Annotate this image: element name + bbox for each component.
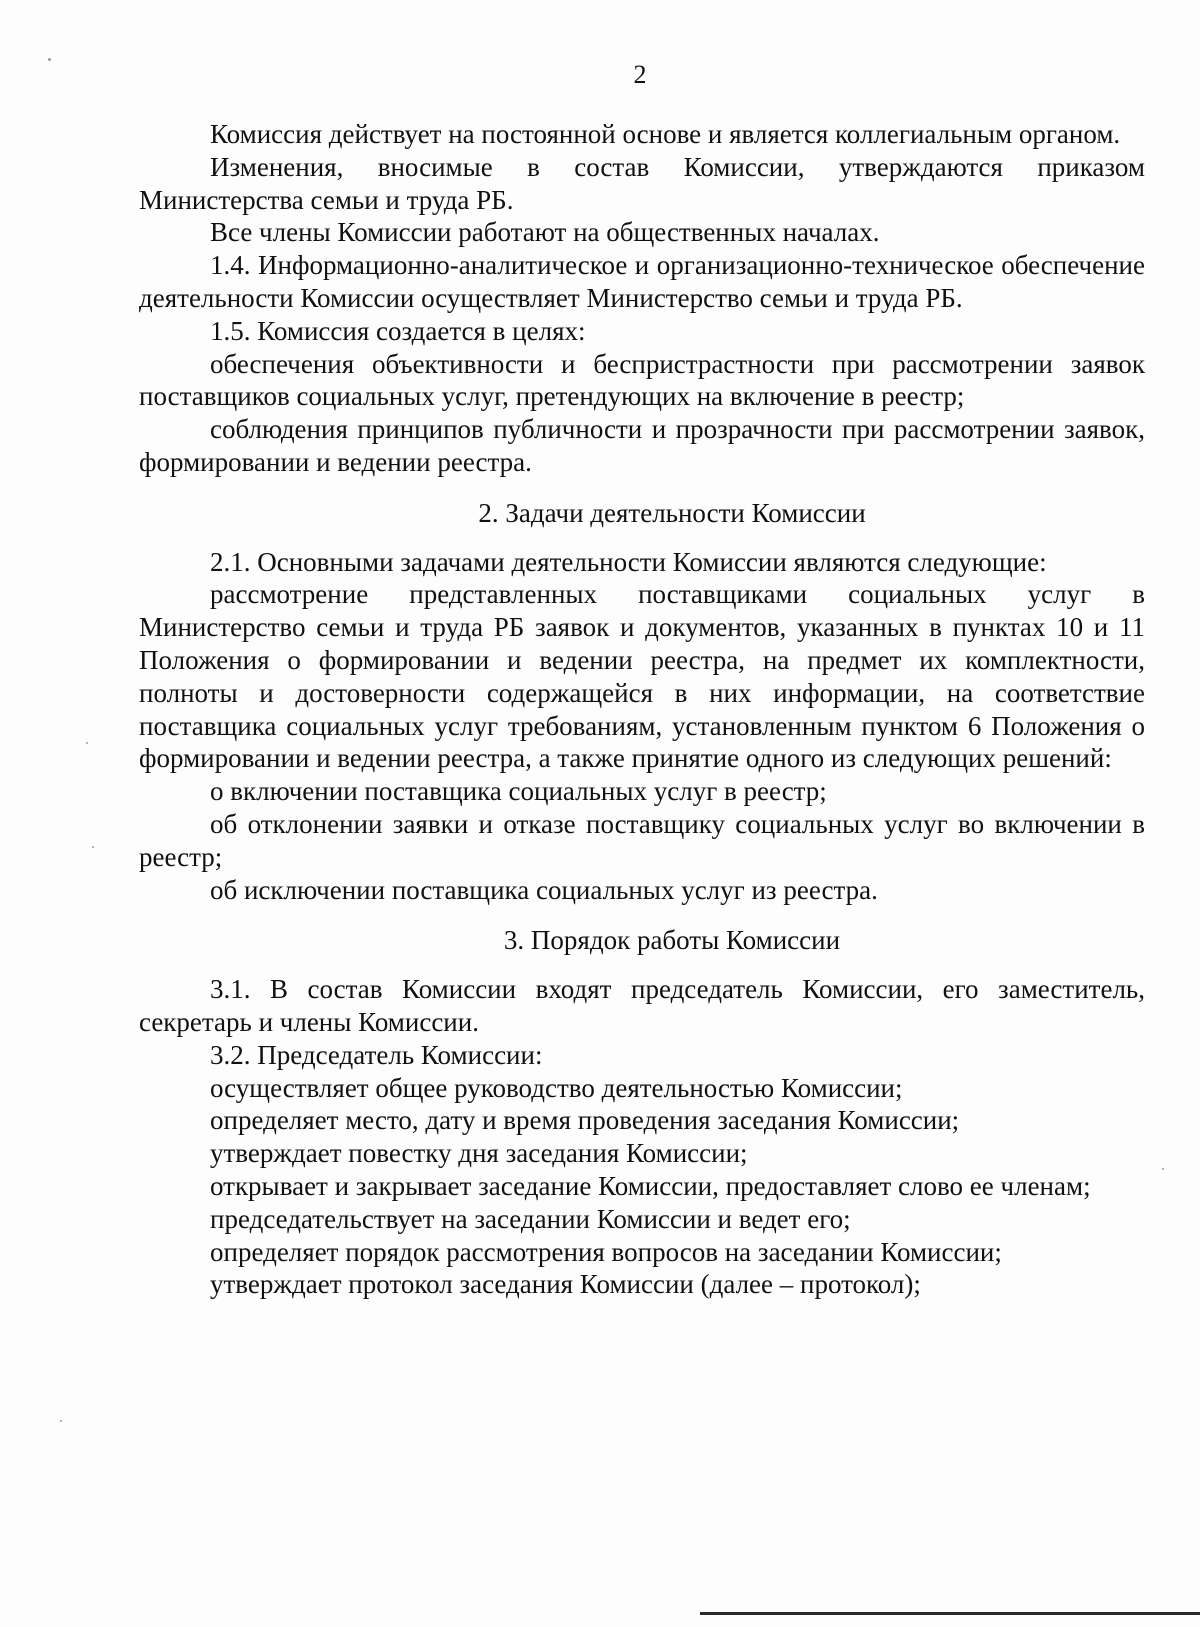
paragraph: обеспечения объективности и беспристрастности при рассмотрении заявок поставщиков социальных услуг, претендующих на включение в реестр; <box>139 348 1145 412</box>
section-heading: 2. Задачи деятельности Комиссии <box>478 497 866 528</box>
scan-speck <box>86 742 88 744</box>
paragraph: утверждает повестку дня заседания Комиссии; <box>210 1138 748 1169</box>
paragraph: об исключении поставщика социальных услуг из реестра. <box>210 874 878 905</box>
paragraph: соблюдения принципов публичности и прозрачности при рассмотрении заявок, формировании и ведении реестра. <box>139 414 1145 477</box>
paragraph: осуществляет общее руководство деятельностью Комиссии; <box>210 1072 903 1103</box>
paragraph: открывает и закрывает заседание Комиссии, предоставляет слово ее членам; <box>210 1170 1091 1201</box>
paragraph: о включении поставщика социальных услуг в реестр; <box>210 776 827 807</box>
paragraph: 1.5. Комиссия создается в целях: <box>210 315 586 346</box>
paragraph: Комиссия действует на постоянной основе и является коллегиальным органом. <box>210 119 1121 149</box>
paragraph: об отклонении заявки и отказе поставщику социальных услуг во включении в реестр; <box>139 808 1145 872</box>
paragraph: 1.4. Информационно-аналитическое и организационно-техническое обеспечение деятельности Комиссии осуществляет Министерство семьи и труда РБ. <box>139 250 1145 313</box>
paragraph: 3.1. В состав Комиссии входят председатель Комиссии, его заместитель, секретарь и члены Комиссии. <box>139 974 1145 1037</box>
scan-speck <box>60 1420 62 1422</box>
paragraph: Изменения, вносимые в состав Комиссии, утверждаются приказом Министерства семьи и труда РБ. <box>139 151 1145 215</box>
paragraph: председательствует на заседании Комиссии и ведет его; <box>210 1203 851 1234</box>
scan-speck <box>92 846 94 848</box>
paragraph: рассмотрение представленных поставщиками социальных услуг в Министерство семьи и труда РБ заявок и документов, указанных в пунктах 10 и 11 Положения о формировании и ведении реестра, на предмет их комплектности, полноты и достоверности содержащейся в них информации, на соответствие поставщика социальных услуг требованиям, установленным пунктом 6 Положения о формировании и ведении реестра, а также принятие одного из следующих решений: <box>139 579 1145 774</box>
paragraph: определяет место, дату и время проведения заседания Комиссии; <box>210 1105 960 1136</box>
paragraph: 3.2. Председатель Комиссии: <box>210 1039 543 1070</box>
scan-edge-line <box>700 1612 1200 1615</box>
paragraph: Все члены Комиссии работают на общественных началах. <box>210 217 880 248</box>
scan-speck <box>48 58 51 61</box>
document-body <box>139 118 1145 1301</box>
paragraph: 2.1. Основными задачами деятельности Комиссии являются следующие: <box>210 546 1047 577</box>
scan-speck <box>1162 1168 1164 1170</box>
page-number: 2 <box>633 60 647 89</box>
paragraph: определяет порядок рассмотрения вопросов на заседании Комиссии; <box>210 1236 1002 1267</box>
paragraph: утверждает протокол заседания Комиссии (далее – протокол); <box>210 1269 921 1300</box>
section-heading: 3. Порядок работы Комиссии <box>503 925 841 956</box>
